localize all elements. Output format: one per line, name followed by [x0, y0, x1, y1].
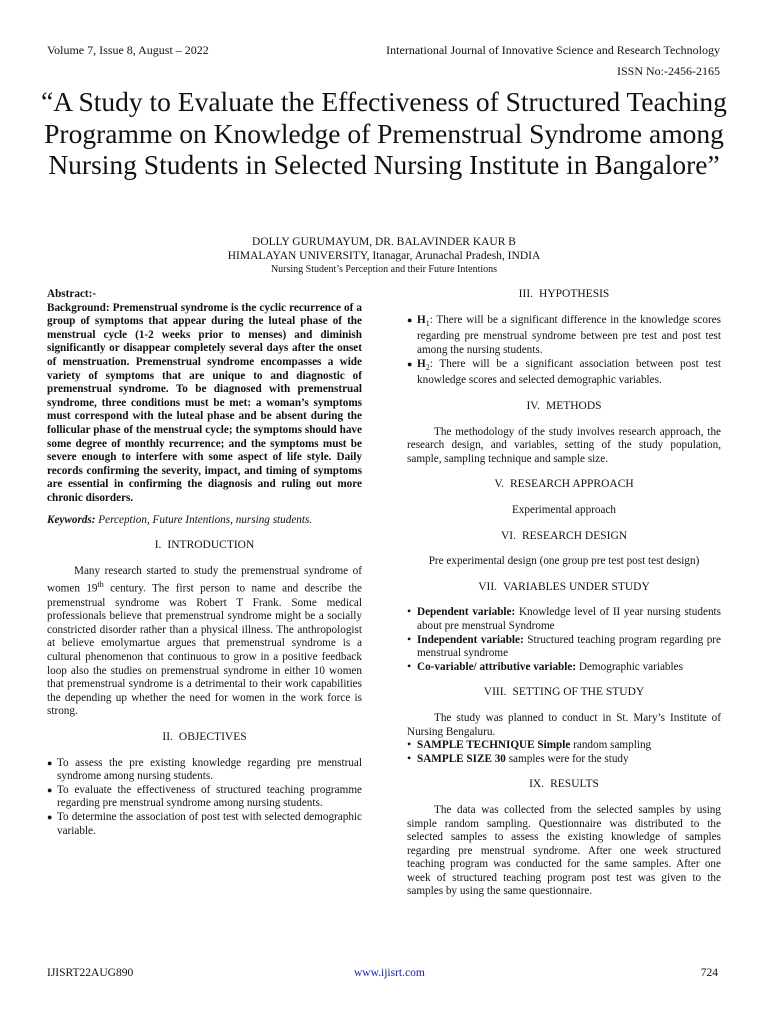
section-number: IV. [526, 400, 540, 413]
section-title: HYPOTHESIS [539, 288, 610, 300]
section-heading-introduction [47, 539, 362, 553]
hypothesis-subscript: 1 [425, 318, 430, 328]
objectives-list [47, 757, 362, 839]
sample-label: SAMPLE SIZE 30 [417, 752, 506, 765]
author-block [40, 235, 728, 277]
variable-item [407, 606, 721, 633]
section-title: RESEARCH APPROACH [510, 478, 634, 491]
journal-name: International Journal of Innovative Science and Research Technology [386, 43, 720, 57]
hypothesis-subscript: 2 [425, 362, 430, 372]
page-number: 724 [700, 967, 718, 979]
journal-url-link[interactable]: www.ijisrt.com [354, 967, 425, 979]
keywords [47, 514, 362, 528]
introduction-paragraph [47, 565, 362, 719]
objective-item: ● To assess the pre existing knowledge regarding pre menstrual syndrome among nursing students. [47, 757, 362, 784]
section-title: RESULTS [550, 778, 599, 791]
left-column [47, 288, 362, 838]
section-number: III. [518, 288, 534, 300]
abstract-body: Background: Premenstrual syndrome is the cyclic recurrence of a group of symptoms that appear during the luteal phase of the menstrual cycle (1-2 weeks prior to menses) and diminish significantly or disappear completely several days after the onset of menstruation. Premenstrual syndrome encompasses a wide variety of symptoms that are unique to and diagnostic of premenstrual syndrome. To be diagnosed with premenstrual syndrome, three conditions must be met: a woman’s symptoms must correspond with the luteal phase and be absent during the follicular phase of the menstrual cycle; the symptoms should have some degree of monthly recurrence; and the symptoms must be severe enough to interfere with some aspect of life style. Daily records confirming the severity, impact, and timing of symptoms are essential in confirming the diagnosis and ruling out more chronic disorders. [47, 301, 362, 504]
variable-text: Structured teaching program regarding pre menstrual syndrome [417, 633, 722, 660]
methods-paragraph: The methodology of the study involves research approach, the research design, and variables, setting of the study population, sample, sampling technique and sample size. [407, 425, 721, 465]
variable-item [407, 634, 721, 661]
keywords-text: Perception, Future Intentions, nursing students. [98, 513, 313, 526]
section-heading-hypothesis [407, 288, 721, 302]
section-heading-variables [407, 581, 721, 595]
section-title: INTRODUCTION [167, 539, 255, 552]
abstract-label: Abstract:- [47, 288, 97, 300]
section-heading-research-approach [407, 478, 721, 492]
research-design-text: Pre experimental design (one group pre test post test design) [428, 555, 700, 568]
section-number: VII. [478, 580, 498, 593]
sample-label: SAMPLE TECHNIQUE Simple [417, 739, 571, 752]
section-heading-methods [407, 400, 721, 414]
section-number: V. [494, 478, 505, 491]
variable-item [407, 661, 721, 675]
section-number: VIII. [483, 686, 507, 699]
hypothesis-item [407, 314, 721, 358]
section-heading-research-design [407, 530, 721, 544]
right-column [407, 288, 721, 899]
introduction-text-a: Many research started to study the premenstrual syndrome of women 19 [47, 564, 362, 596]
setting-paragraph: The study was planned to conduct in St. Mary’s Institute of Nursing Bengaluru. [407, 711, 721, 738]
section-title: SETTING OF THE STUDY [512, 686, 645, 699]
research-approach-text: Experimental approach [511, 504, 617, 516]
volume-info: Volume 7, Issue 8, August – 2022 [47, 43, 209, 57]
paper-code: IJISRT22AUG890 [47, 967, 134, 979]
author-names: DOLLY GURUMAYUM, DR. BALAVINDER KAUR B [252, 236, 516, 248]
hypothesis-list [407, 314, 721, 388]
hypothesis-item [407, 358, 721, 388]
hypothesis-text: : There will be a significant difference in the knowledge scores regarding pre menstrual syndrome between pre test and post test among the nursing students. [417, 313, 721, 357]
author-subtitle: Nursing Student’s Perception and their Future Intentions [270, 264, 498, 275]
variables-list [407, 606, 721, 674]
keywords-label: Keywords: [47, 513, 96, 526]
section-number: II. [162, 730, 173, 743]
superscript: th [97, 580, 104, 590]
hypothesis-label: H [417, 313, 426, 326]
section-number: IX. [529, 778, 545, 791]
section-title: OBJECTIVES [178, 730, 247, 743]
author-affiliation: HIMALAYAN UNIVERSITY, Itanagar, Arunachal Pradesh, INDIA [227, 250, 541, 262]
section-number: VI. [500, 529, 516, 542]
variable-label: Independent variable: [417, 633, 524, 646]
objective-item: ● To evaluate the effectiveness of structured teaching programme regarding pre menstrual syndrome among nursing students. [47, 784, 362, 811]
variable-label: Dependent variable: [417, 606, 516, 619]
section-heading-setting [407, 686, 721, 700]
results-paragraph: The data was collected from the selected samples by using simple random sampling. Questionnaire was distributed to the selected samples to assess the existing knowledge of samples regarding pre menstrual syndrome. After one week structured teaching program was conducted for the same samples. After one week of structured teaching program post test was given to the samples by using the same questionnaire. [407, 803, 721, 898]
hypothesis-label: H [417, 357, 426, 370]
sample-item [407, 739, 721, 753]
section-heading-results [407, 778, 721, 792]
section-title: METHODS [545, 400, 602, 413]
variable-label: Co-variable/ attributive variable: [417, 660, 577, 673]
sample-text: samples were for the study [505, 752, 629, 765]
issn: ISSN No:-2456-2165 [616, 64, 720, 78]
section-heading-objectives [47, 731, 362, 745]
sample-item [407, 753, 721, 767]
section-title: VARIABLES UNDER STUDY [503, 580, 650, 593]
sample-text: random sampling [570, 739, 652, 752]
paper-title: “A Study to Evaluate the Effectiveness of Structured Teaching Programme on Knowledge of Premenstrual Syndrome among Nursing Students in Selected Nursing Institute in Bangalore” [41, 86, 727, 180]
section-number: I. [154, 539, 162, 552]
introduction-text-b: century. The first person to name and describe the premenstrual syndrome was Robert T Frank. Some medical professionals believe that premenstrual syndrome might be a socially constricted disorder rather than a physical illness. The anthropologist at believe emolymartue argues that premenstrual syndrome is a cultural phenomenon that continuous to grow in a positive feedback loop also the studies on premenstrual syndrome in either 10 women that premenstrual syndrome is a detrimental to their work capabilities the depending up whether the need for women in the work force is strong. [47, 583, 362, 718]
hypothesis-text: : There will be a significant association between post test knowledge scores and selected demographic variables. [417, 357, 721, 387]
objective-item: ● To determine the association of post test with selected demographic variable. [47, 811, 362, 838]
section-title: RESEARCH DESIGN [521, 529, 628, 542]
variable-text: Knowledge level of II year nursing students about pre menstrual Syndrome [417, 606, 721, 632]
sample-list [407, 739, 721, 766]
variable-text: Demographic variables [576, 660, 683, 673]
